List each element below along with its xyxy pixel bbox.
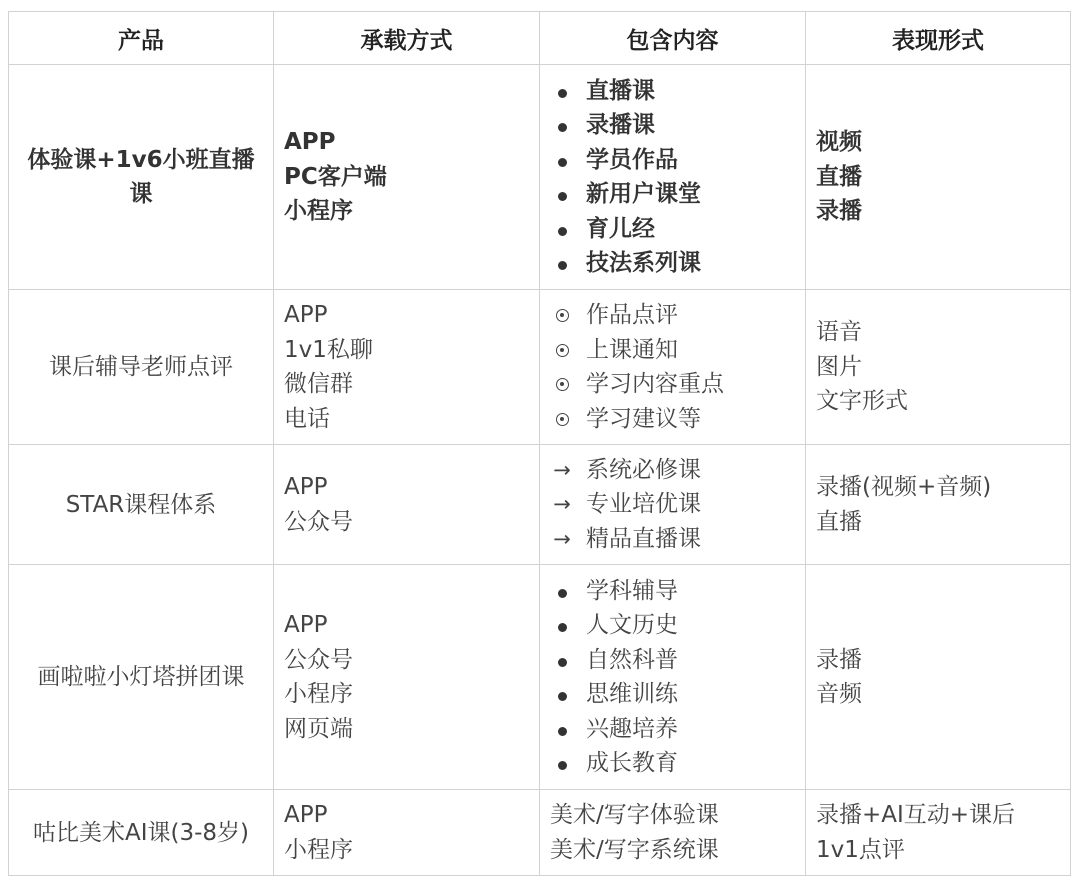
- table-row: [9, 790, 1071, 876]
- list-item: 学习建议等: [550, 402, 805, 437]
- bullet-icon: [558, 192, 567, 201]
- list-item: 录播课: [550, 108, 805, 143]
- carrier-item: 小程序: [284, 198, 353, 225]
- list-item: 自然科普: [550, 643, 805, 678]
- content-item: 美术/写字系统课: [550, 836, 719, 863]
- bullet-icon: [558, 227, 567, 236]
- carrier-item: APP: [284, 474, 328, 500]
- form-cell: [806, 65, 1071, 290]
- carrier-item: 微信群: [284, 371, 353, 397]
- bullet-icon: [558, 261, 567, 270]
- table-row: [9, 65, 1071, 290]
- carrier-cell: [274, 445, 540, 565]
- carrier-item: 网页端: [284, 715, 353, 742]
- list-item: 人文历史: [550, 608, 805, 643]
- table-row: [9, 445, 1071, 565]
- list-item: 思维训练: [550, 677, 805, 712]
- carrier-item: 小程序: [284, 681, 353, 707]
- form-item: 录播: [816, 646, 862, 673]
- carrier-cell: [274, 290, 540, 445]
- carrier-item: 公众号: [284, 508, 353, 535]
- table-row: [9, 290, 1071, 445]
- carrier-item: 1v1私聊: [284, 336, 373, 363]
- content-cell: [540, 565, 806, 790]
- circle-bullet-icon: [556, 309, 569, 322]
- content-cell: [540, 290, 806, 445]
- header-product: 产品: [9, 12, 274, 65]
- product-cell: 课后辅导老师点评: [9, 290, 274, 445]
- circle-bullet-icon: [556, 413, 569, 426]
- form-item: 图片: [816, 353, 862, 380]
- list-item: 育儿经: [550, 212, 805, 247]
- content-cell: [540, 445, 806, 565]
- list-item: 学习内容重点: [550, 367, 805, 402]
- form-item: 视频: [816, 129, 862, 156]
- arrow-right-icon: →: [553, 457, 571, 482]
- carrier-cell: [274, 790, 540, 876]
- header-form: 表现形式: [806, 12, 1071, 65]
- product-cell: 咕比美术AI课(3-8岁): [9, 790, 274, 876]
- carrier-cell: [274, 65, 540, 290]
- bullet-icon: [558, 158, 567, 167]
- form-item: 文字形式: [816, 388, 908, 415]
- form-cell: [806, 290, 1071, 445]
- bullet-icon: [558, 658, 567, 667]
- form-item: 录播(视频+音频): [816, 474, 992, 500]
- list-item: 技法系列课: [550, 246, 805, 281]
- bullet-icon: [558, 589, 567, 598]
- arrow-right-icon: →: [553, 526, 571, 551]
- carrier-item: 电话: [284, 405, 330, 432]
- list-item: 学员作品: [550, 143, 805, 178]
- bullet-icon: [558, 623, 567, 632]
- carrier-item: APP: [284, 802, 328, 828]
- list-item: → 专业培优课: [550, 487, 805, 522]
- list-item: 直播课: [550, 74, 805, 109]
- bullet-icon: [558, 727, 567, 736]
- bullet-icon: [558, 761, 567, 770]
- carrier-item: APP: [284, 129, 336, 156]
- form-item: 音频: [816, 681, 862, 707]
- product-cell: 画啦啦小灯塔拼团课: [9, 565, 274, 790]
- list-item: → 精品直播课: [550, 522, 805, 557]
- bullet-icon: [558, 692, 567, 701]
- content-cell: [540, 790, 806, 876]
- circle-bullet-icon: [556, 378, 569, 391]
- list-item: 新用户课堂: [550, 177, 805, 212]
- form-item: 直播: [816, 163, 862, 190]
- product-cell: 体验课+1v6小班直播课: [9, 65, 274, 290]
- carrier-item: APP: [284, 302, 328, 328]
- form-item: 语音: [816, 319, 862, 346]
- list-item: 学科辅导: [550, 574, 805, 609]
- carrier-item: 小程序: [284, 836, 353, 863]
- header-carrier: 承载方式: [274, 12, 540, 65]
- carrier-item: PC客户端: [284, 163, 387, 190]
- form-item: 直播: [816, 508, 862, 535]
- header-content: 包含内容: [540, 12, 806, 65]
- content-item: 美术/写字体验课: [550, 802, 719, 828]
- form-cell: [806, 565, 1071, 790]
- product-comparison-table: [8, 11, 1071, 876]
- arrow-right-icon: →: [553, 492, 571, 517]
- table-row: [9, 565, 1071, 790]
- bullet-icon: [558, 89, 567, 98]
- carrier-item: 公众号: [284, 646, 353, 673]
- form-cell: [806, 790, 1071, 876]
- form-item: 1v1点评: [816, 836, 905, 863]
- form-cell: [806, 445, 1071, 565]
- carrier-cell: [274, 565, 540, 790]
- bullet-icon: [558, 123, 567, 132]
- table-header-row: [9, 12, 1071, 65]
- circle-bullet-icon: [556, 344, 569, 357]
- form-item: 录播: [816, 198, 862, 225]
- content-cell: [540, 65, 806, 290]
- list-item: 成长教育: [550, 746, 805, 781]
- product-cell: STAR课程体系: [9, 445, 274, 565]
- list-item: → 系统必修课: [550, 453, 805, 488]
- carrier-item: APP: [284, 612, 328, 638]
- list-item: 作品点评: [550, 298, 805, 333]
- list-item: 上课通知: [550, 333, 805, 368]
- form-item: 录播+AI互动+课后: [816, 802, 1016, 828]
- list-item: 兴趣培养: [550, 712, 805, 747]
